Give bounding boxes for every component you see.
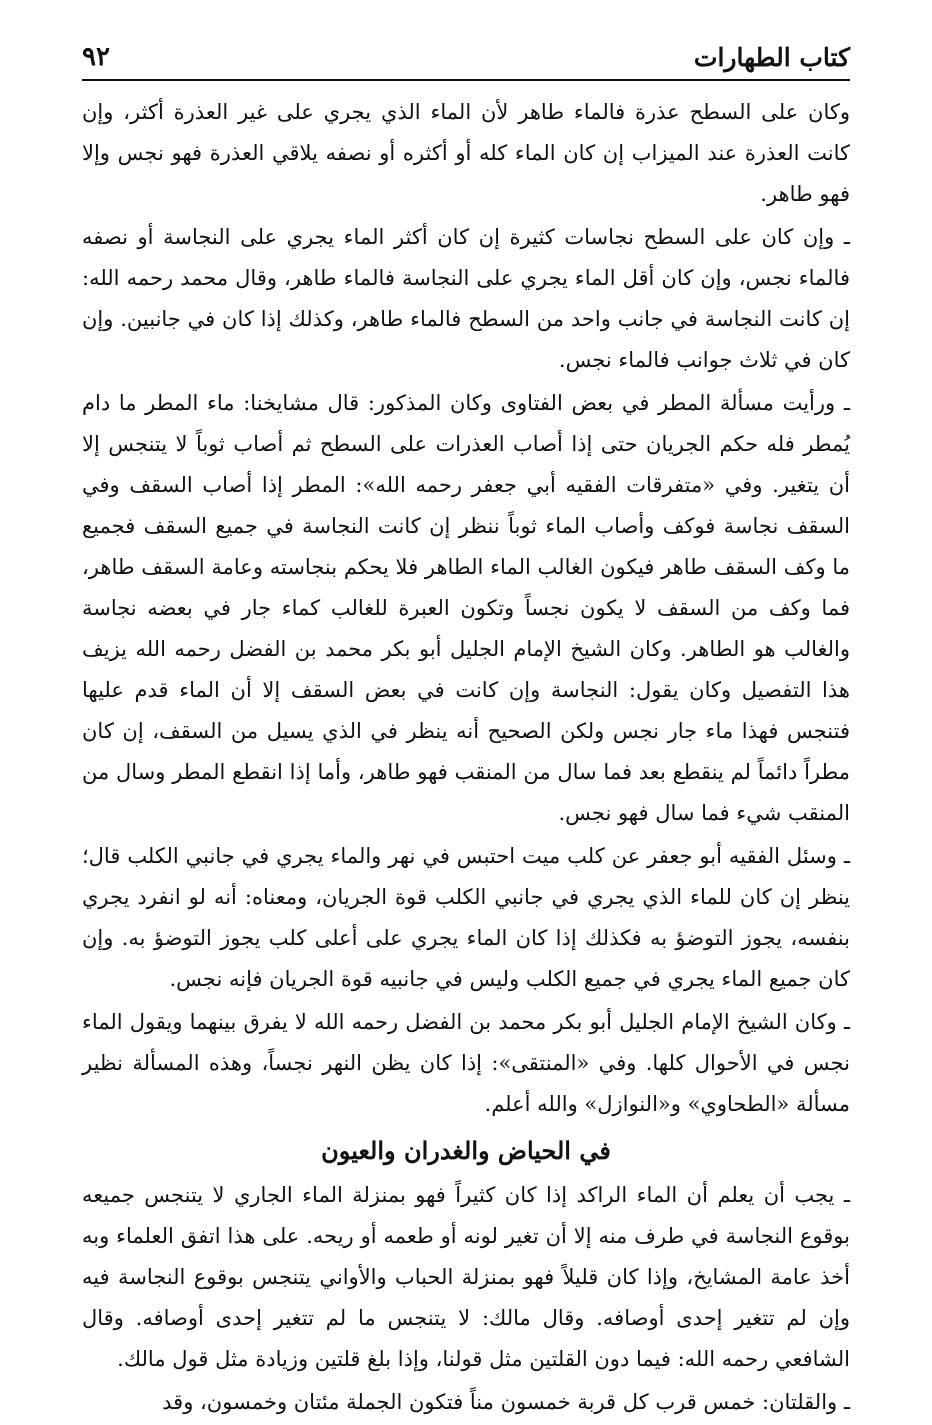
paragraph: ـ ورأيت مسألة المطر في بعض الفتاوى وكان المذكور: قال مشايخنا: ماء المطر ما دام يُمطر فله حكم الجريان حتى إذا أصاب العذرات على السطح ثم أصاب ثوباً لا يتنجس إلا أن يتغير. وفي «متفرقات الفقيه أبي جعفر رحمه الله»: المطر إذا أصاب السقف وفي السقف نجاسة فوكف وأصاب الماء ثوباً ننظر إن كانت النجاسة في جميع السقف فجميع ما وكف السقف طاهر فيكون الغالب الماء الطاهر فلا يحكم بنجاسته وعامة السقف طاهر، فما وكف من السقف لا يكون نجساً وتكون العبرة للغالب كماء جار في بعضه نجاسة والغالب هو الطاهر. وكان الشيخ الإمام الجليل أبو بكر محمد بن الفضل رحمه الله يزيف هذا التفصيل وكان يقول: النجاسة وإن كانت في بعض السقف إلا أن الماء قدم عليها فتنجس فهذا ماء جار نجس ولكن الصحيح أنه ينظر في الذي يسيل من السقف، إن كان مطراً دائماً لم ينقطع بعد فما سال من المنقب فهو طاهر، وأما إذا انقطع المطر وسال من المنقب شيء فما سال فهو نجس. xyxy=(82,391,850,825)
page-header xyxy=(82,30,850,74)
paragraph: ـ وكان الشيخ الإمام الجليل أبو بكر محمد بن الفضل رحمه الله لا يفرق بينهما ويقول الماء نجس في الأحوال كلها. وفي «المنتقى»: إذا كان يظن النهر نجساً، وهذه المسألة نظير مسألة «الطحاوي» و«النوازل» والله أعلم. xyxy=(82,1010,850,1116)
paragraph: ـ والقلتان: خمس قرب كل قربة خمسون مناً فتكون الجملة مئتان وخمسون، وقد xyxy=(162,1390,850,1414)
section-heading: في الحياض والغدران والعيون xyxy=(321,1136,611,1165)
header-divider xyxy=(82,79,850,81)
paragraph: وكان على السطح عذرة فالماء طاهر لأن الماء الذي يجري على غير العذرة أكثر، وإن كانت العذرة عند الميزاب إن كان الماء كله أو أكثره أو نصفه يلاقي العذرة فهو نجس وإلا فهو طاهر. xyxy=(82,100,850,206)
paragraph: ـ وإن كان على السطح نجاسات كثيرة إن كان أكثر الماء يجري على النجاسة أو نصفه فالماء نجس، وإن كان أقل الماء يجري على النجاسة فالماء طاهر، وقال محمد رحمه الله: إن كانت النجاسة في جانب واحد من السطح فالماء طاهر، وكذلك إذا كان في جانبين. وإن كان في ثلاث جوانب فالماء نجس. xyxy=(82,225,850,372)
paragraph: ـ يجب أن يعلم أن الماء الراكد إذا كان كثيراً فهو بمنزلة الماء الجاري لا يتنجس جميعه بوقوع النجاسة في طرف منه إلا أن تغير لونه أو طعمه أو ريحه. على هذا اتفق العلماء وبه أخذ عامة المشايخ، وإذا كان قليلاً فهو بمنزلة الحباب والأواني يتنجس بوقوع النجاسة فيه وإن لم تتغير إحدى أوصافه. وقال مالك: لا يتنجس ما لم تتغير إحدى أوصافه. وقال الشافعي رحمه الله: فيما دون القلتين مثل قولنا، وإذا بلغ قلتين وزيادة مثل قول مالك. xyxy=(82,1183,850,1371)
page-number: ٩٢ xyxy=(82,42,110,72)
page-body xyxy=(82,92,850,1425)
book-title: كتاب الطهارات xyxy=(693,43,850,72)
paragraph: ـ وسئل الفقيه أبو جعفر عن كلب ميت احتبس في نهر والماء يجري في جانبي الكلب قال؛ ينظر إن كان للماء الذي يجري في جانبي الكلب قوة الجريان، ومعناه: أنه لو انفرد يجري بنفسه، يجوز التوضؤ به فكذلك إذا كان الماء يجري على أعلى كلب يجوز التوضؤ به. وإن كان جميع الماء يجري في جميع الكلب وليس في جانبيه قوة الجريان فإنه نجس. xyxy=(82,844,850,991)
